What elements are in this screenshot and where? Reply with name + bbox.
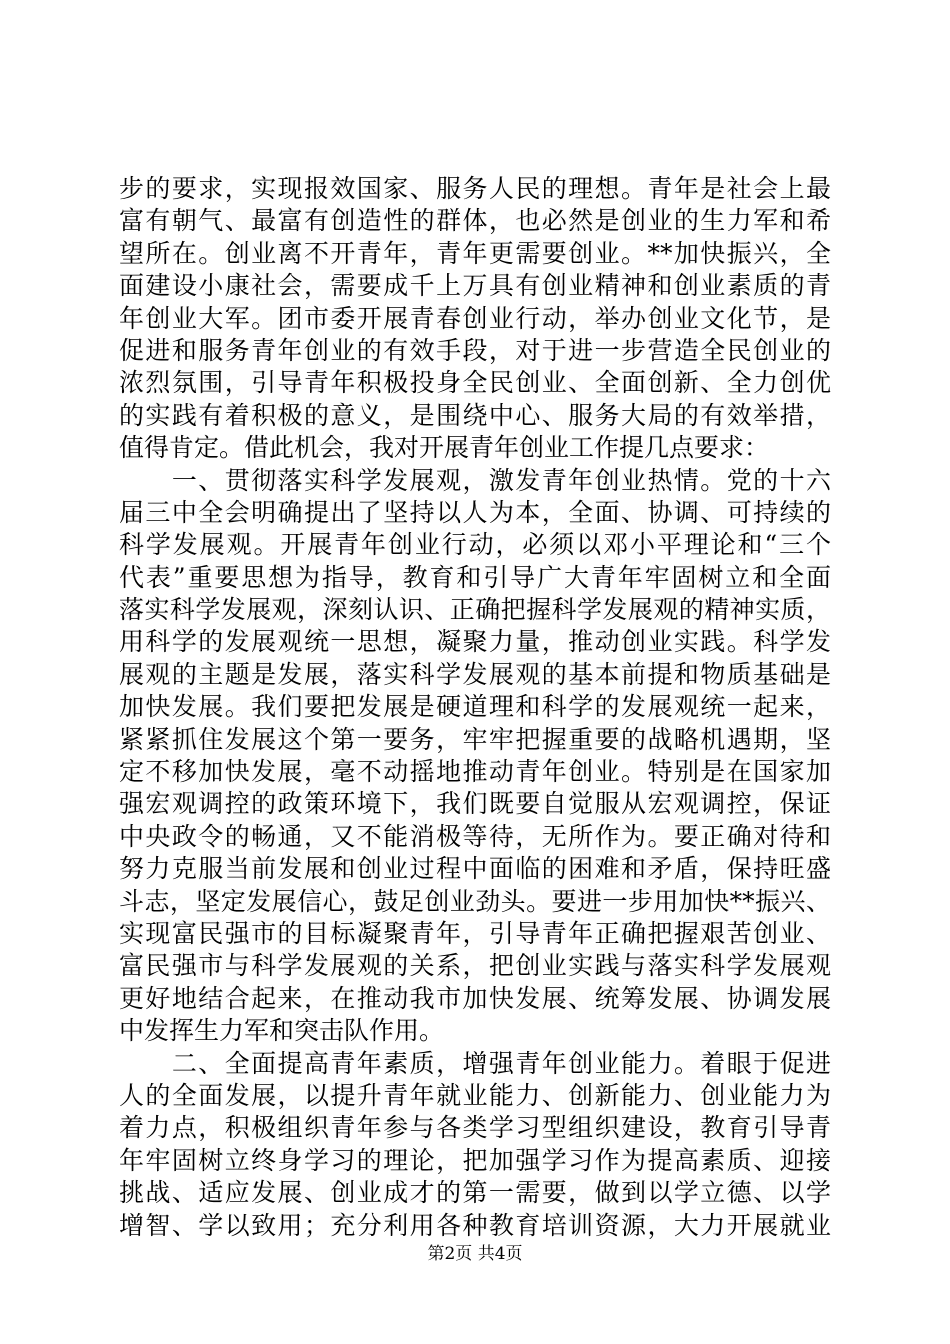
text-line: 年创业大军。团市委开展青春创业行动，举办创业文化节，是 — [119, 303, 831, 333]
text-line: 促进和服务青年创业的有效手段，对于进一步营造全民创业的 — [119, 335, 831, 365]
text-line: 着力点，积极组织青年参与各类学习型组织建设，教育引导青 — [119, 1113, 831, 1143]
text-line: 中发挥生力军和突击队作用。 — [119, 1016, 445, 1046]
text-line: 展观的主题是发展，落实科学发展观的基本前提和物质基础是 — [119, 659, 831, 689]
text-line: 更好地结合起来，在推动我市加快发展、统筹发展、协调发展 — [119, 983, 831, 1013]
text-line: 富有朝气、最富有创造性的群体，也必然是创业的生力军和希 — [119, 206, 831, 236]
text-line: 科学发展观。开展青年创业行动，必须以邓小平理论和“三个 — [119, 530, 831, 560]
text-line: 值得肯定。借此机会，我对开展青年创业工作提几点要求： — [119, 433, 770, 463]
text-line: 一、贯彻落实科学发展观，激发青年创业热情。党的十六 — [119, 465, 831, 495]
text-line: 强宏观调控的政策环境下，我们既要自觉服从宏观调控，保证 — [119, 789, 831, 819]
document-body — [119, 173, 831, 1242]
text-line: 定不移加快发展，毫不动摇地推动青年创业。特别是在国家加 — [119, 757, 831, 787]
text-line: 望所在。创业离不开青年，青年更需要创业。**加快振兴，全 — [119, 238, 831, 268]
text-line: 二、全面提高青年素质，增强青年创业能力。着眼于促进 — [119, 1048, 831, 1078]
text-line: 实现富民强市的目标凝聚青年，引导青年正确把握艰苦创业、 — [119, 918, 831, 948]
text-line: 用科学的发展观统一思想，凝聚力量，推动创业实践。科学发 — [119, 627, 831, 657]
text-line: 加快发展。我们要把发展是硬道理和科学的发展观统一起来， — [119, 692, 831, 722]
text-line: 步的要求，实现报效国家、服务人民的理想。青年是社会上最 — [119, 174, 831, 203]
text-line: 年牢固树立终身学习的理论，把加强学习作为提高素质、迎接 — [119, 1145, 831, 1175]
text-line: 斗志，坚定发展信心，鼓足创业劲头。要进一步用加快**振兴、 — [119, 886, 831, 916]
text-line: 届三中全会明确提出了坚持以人为本，全面、协调、可持续的 — [119, 497, 831, 527]
text-line: 面建设小康社会，需要成千上万具有创业精神和创业素质的青 — [119, 271, 831, 301]
text-line: 挑战、适应发展、创业成才的第一需要，做到以学立德、以学 — [119, 1178, 831, 1208]
text-line: 浓烈氛围，引导青年积极投身全民创业、全面创新、全力创优 — [119, 368, 831, 398]
page-footer: 第2页 共4页 — [427, 1244, 523, 1264]
text-line: 增智、学以致用；充分利用各种教育培训资源，大力开展就业 — [119, 1210, 831, 1240]
text-line: 落实科学发展观，深刻认识、正确把握科学发展观的精神实质， — [119, 595, 831, 625]
text-line: 中央政令的畅通，又不能消极等待，无所作为。要正确对待和 — [119, 821, 831, 851]
text-line: 富民强市与科学发展观的关系，把创业实践与落实科学发展观 — [119, 951, 831, 981]
text-line: 紧紧抓住发展这个第一要务，牢牢把握重要的战略机遇期，坚 — [119, 724, 831, 754]
text-line: 人的全面发展，以提升青年就业能力、创新能力、创业能力为 — [119, 1080, 831, 1110]
text-line: 代表”重要思想为指导，教育和引导广大青年牢固树立和全面 — [119, 562, 831, 592]
text-line: 努力克服当前发展和创业过程中面临的困难和矛盾，保持旺盛 — [119, 854, 831, 884]
text-line: 的实践有着积极的意义，是围绕中心、服务大局的有效举措， — [119, 400, 831, 430]
